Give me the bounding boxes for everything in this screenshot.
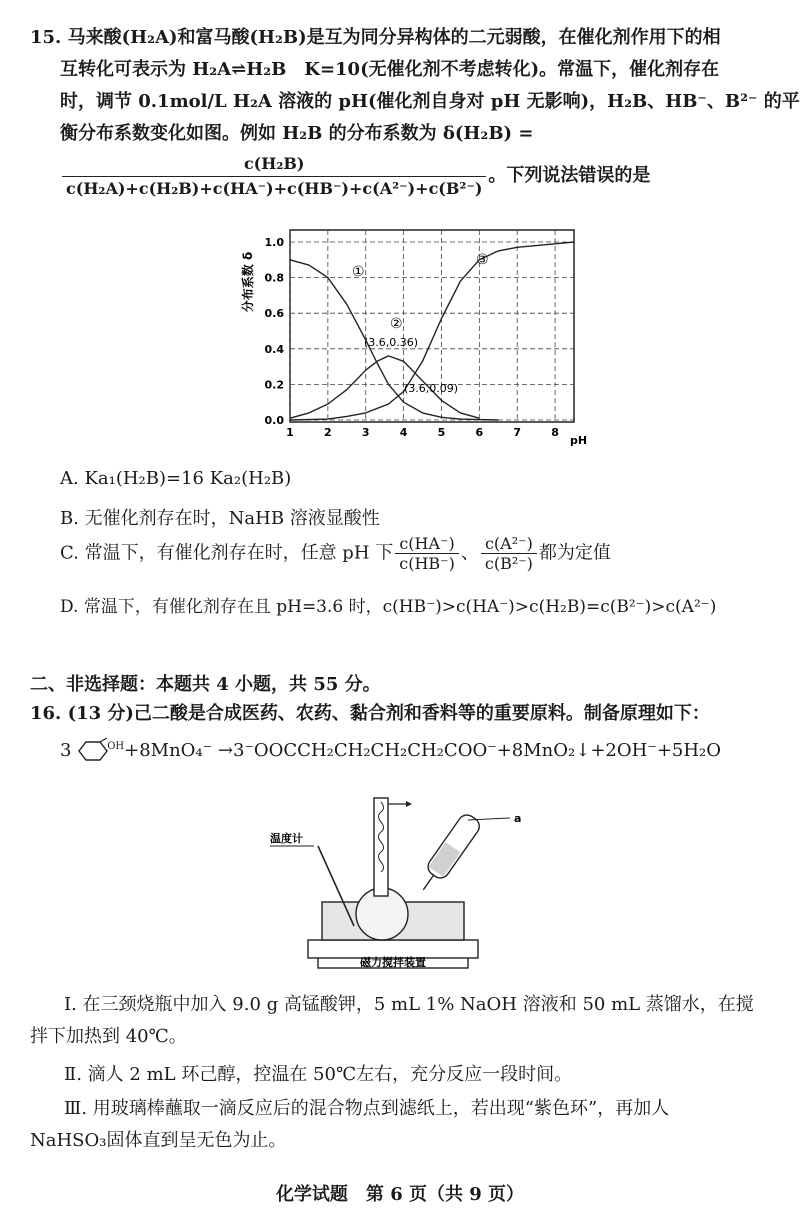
option-a: A. Ka₁(H₂B)=16 Ka₂(H₂B) <box>60 468 292 489</box>
distribution-chart <box>240 222 590 450</box>
option-c-suffix: 都为定值 <box>538 542 611 564</box>
option-c-prefix: C. 常温下，有催化剂存在时，任意 pH 下 <box>60 542 394 564</box>
thermometer-label: 温度计 <box>270 832 303 845</box>
water-outlet-arrow-icon <box>406 801 412 807</box>
annotation-cross: (3.6,0.09) <box>404 382 459 395</box>
annotation-peak: (3.6,0.36) <box>364 336 419 349</box>
c-frac2-num: c(A²⁻) <box>481 534 537 554</box>
label-a: a <box>514 812 522 825</box>
delta-numerator: c(H₂B) <box>62 152 486 177</box>
section-2-title: 二、非选择题：本题共 4 小题，共 55 分。 <box>30 674 381 695</box>
dropping-funnel <box>414 811 482 896</box>
q16-intro: 16. (13 分)己二酸是合成医药、农药、黏合剂和香料等的重要原料。制备原理如下： <box>30 703 710 724</box>
series-label-1: ① <box>352 264 365 280</box>
q15-line-4: 衡分布系数变化如图。例如 H₂B 的分布系数为 δ(H₂B) = <box>60 123 534 144</box>
q15-line-3: 时，调节 0.1mol/L H₂A 溶液的 pH(催化剂自身对 pH 无影响)，H₂B、HB⁻、B²⁻ 的平 <box>60 91 800 112</box>
x-tick-label: 6 <box>475 426 484 439</box>
eq-body: +8MnO₄⁻ →3⁻OOCCH₂CH₂CH₂CH₂COO⁻+8MnO₂↓+2OH⁻+5H₂O <box>124 740 722 761</box>
step-3-line-2: NaHSO₃固体直到呈无色为止。 <box>30 1130 287 1151</box>
x-tick-label: 1 <box>286 426 294 439</box>
reaction-equation <box>60 738 721 764</box>
stirrer-label: 磁力搅拌装置 <box>360 956 426 969</box>
y-tick-label: 0.8 <box>264 271 284 285</box>
x-tick-label: 4 <box>399 426 408 439</box>
c-frac1-num: c(HA⁻) <box>395 534 459 554</box>
page-footer: 化学试题 第 6 页（共 9 页） <box>275 1184 525 1205</box>
x-tick-label: 7 <box>513 426 522 439</box>
option-c-fraction-2 <box>481 534 537 573</box>
option-c <box>60 534 611 573</box>
step-2: Ⅱ. 滴人 2 mL 环己醇，控温在 50℃左右，充分反应一段时间。 <box>64 1064 573 1085</box>
step-3-line-1: Ⅲ. 用玻璃棒蘸取一滴反应后的混合物点到滤纸上，若出现“紫色环”，再加人 <box>64 1098 670 1119</box>
c-frac2-den: c(B²⁻) <box>484 554 533 573</box>
x-tick-label: 8 <box>551 426 559 439</box>
y-tick-label: 0.6 <box>264 307 284 321</box>
y-axis-label: 分布系数 δ <box>241 251 255 313</box>
y-tick-label: 0.2 <box>264 378 284 392</box>
x-tick-label: 5 <box>437 426 446 439</box>
series-label-2: ② <box>390 316 403 332</box>
option-c-sep: 、 <box>460 542 479 564</box>
eq-coefficient: 3 <box>60 740 72 761</box>
q15-question-tail: 。下列说法错误的是 <box>488 165 651 186</box>
step-1-line-1: Ⅰ. 在三颈烧瓶中加入 9.0 g 高锰酸钾，5 mL 1% NaOH 溶液和 50 mL 蒸馏水，在搅 <box>64 994 754 1015</box>
series-label-3: ③ <box>476 252 489 268</box>
delta-denominator: c(H₂A)+c(H₂B)+c(HA⁻)+c(HB⁻)+c(A²⁻)+c(B²⁻) <box>66 179 483 198</box>
option-d: D. 常温下，有催化剂存在且 pH=3.6 时，c(HB⁻)>c(HA⁻)>c(H₂B)=c(B²⁻)>c(A²⁻) <box>60 597 717 617</box>
x-tick-label: 2 <box>324 426 332 439</box>
x-axis-label: pH <box>570 434 588 447</box>
delta-fraction <box>62 152 486 201</box>
y-tick-label: 0.0 <box>264 414 284 427</box>
condenser <box>374 798 388 896</box>
q15-line-2: 互转化可表示为 H₂A⇌H₂B K=10(无催化剂不考虑转化)。常温下，催化剂存在 <box>60 59 720 80</box>
x-tick-label: 3 <box>361 426 370 439</box>
c-frac1-den: c(HB⁻) <box>399 554 455 573</box>
eq-oh-label: OH <box>107 741 125 752</box>
option-b: B. 无催化剂存在时，NaHB 溶液显酸性 <box>60 508 380 529</box>
y-tick-label: 0.4 <box>264 342 284 356</box>
step-1-line-2: 拌下加热到 40℃。 <box>30 1026 187 1047</box>
apparatus-diagram <box>270 780 540 970</box>
y-tick-label: 1.0 <box>264 236 284 249</box>
option-c-fraction-1 <box>395 534 459 573</box>
q15-formula <box>60 152 650 201</box>
q15-line-1: 15. 马来酸(H₂A)和富马酸(H₂B)是互为同分异构体的二元弱酸，在催化剂作用下的相 <box>30 27 721 48</box>
